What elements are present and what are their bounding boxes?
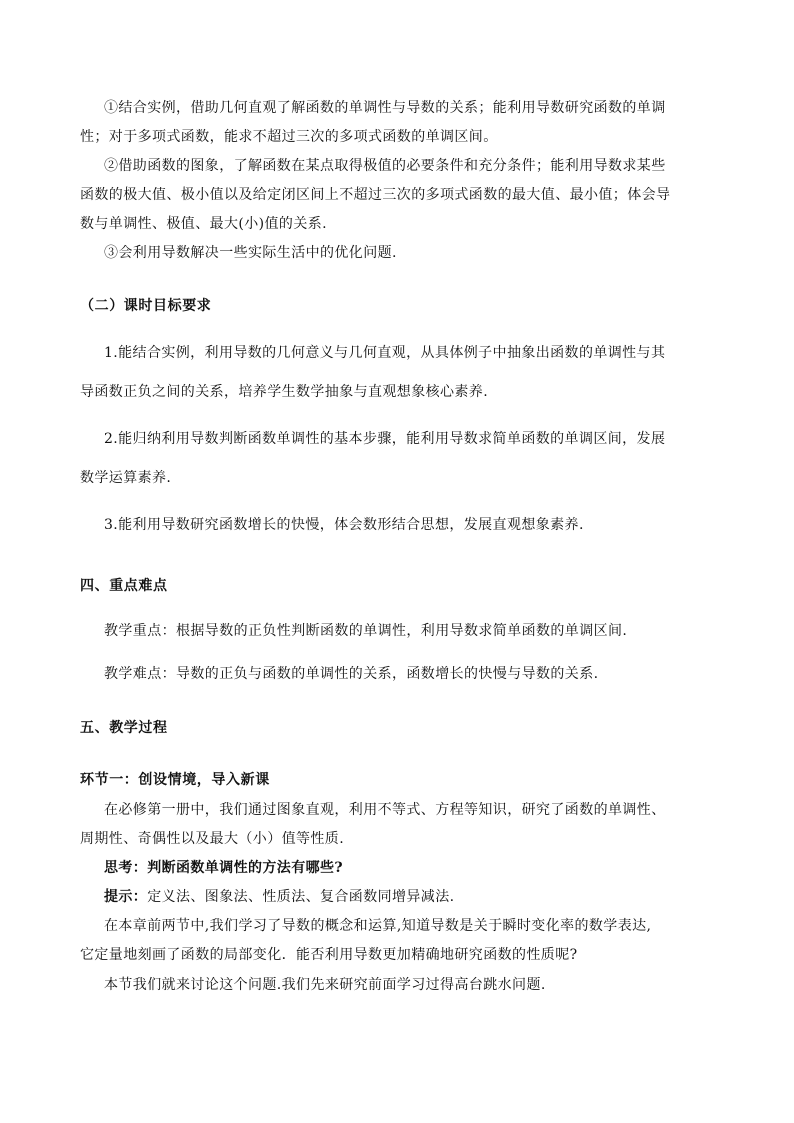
goal-1-line-1: 1.能结合实例，利用导数的几何意义与几何直观，从具体例子中抽象出函数的单调性与其 (104, 345, 666, 361)
intro-line-1: 在必修第一册中，我们通过图象直观，利用不等式、方程等知识，研究了函数的单调性、 (104, 802, 666, 818)
goal-2-line-1: 2.能归纳利用导数判断函数单调性的基本步骤，能利用导数求简单函数的单调区间，发展 (104, 431, 666, 447)
objective-3-line-1: ③会利用导数解决一些实际生活中的优化问题. (104, 245, 397, 261)
section-heading-key-points: 四、重点难点 (80, 578, 168, 594)
goal-2-line-2: 数学运算素养. (80, 470, 172, 486)
objective-2-line-1: ②借助函数的图象，了解函数在某点取得极值的必要条件和充分条件；能利用导数求某些 (104, 158, 666, 174)
objective-2-line-2: 函数的极大值、极小值以及给定闭区间上不超过三次的多项式函数的最大值、最小值；体会导 (80, 187, 671, 203)
closing-line: 本节我们就来讨论这个问题.我们先来研究前面学习过得高台跳水问题. (104, 977, 546, 993)
hint-line (104, 887, 454, 907)
teaching-difficulty: 教学难点：导数的正负与函数的单调性的关系，函数增长的快慢与导数的关系. (104, 666, 599, 682)
review-line-1: 在本章前两节中,我们学习了导数的概念和运算,知道导数是关于瞬时变化率的数学表达, (104, 918, 652, 934)
objective-1-line-1: ①结合实例，借助几何直观了解函数的单调性与导数的关系；能利用导数研究函数的单调 (104, 100, 666, 116)
stage-1-heading: 环节一：创设情境，导入新课 (80, 772, 270, 788)
review-line-2: 它定量地刻画了函数的局部变化．能否利用导数更加精确地研究函数的性质呢? (80, 947, 578, 963)
hint-label: 提示： (104, 889, 148, 905)
section-heading-class-goals: （二）课时目标要求 (80, 298, 212, 314)
think-question: 思考：判断函数单调性的方法有哪些? (104, 860, 344, 876)
hint-text: 定义法、图象法、性质法、复合函数同增异减法. (147, 889, 455, 905)
goal-1-line-2: 导函数正负之间的关系，培养学生数学抽象与直观想象核心素养. (80, 384, 489, 400)
objective-1-line-2: 性；对于多项式函数，能求不超过三次的多项式函数的单调区间。 (80, 129, 498, 145)
goal-3: 3.能利用导数研究函数增长的快慢，体会数形结合思想，发展直观想象素养. (104, 517, 584, 533)
teaching-key-point: 教学重点：根据导数的正负性判断函数的单调性，利用导数求简单函数的单调区间. (104, 623, 628, 639)
section-heading-process: 五、教学过程 (80, 720, 168, 736)
intro-line-2: 周期性、奇偶性以及最大（小）值等性质. (80, 831, 345, 847)
objective-2-line-3: 数与单调性、极值、最大(小)值的关系. (80, 216, 327, 232)
